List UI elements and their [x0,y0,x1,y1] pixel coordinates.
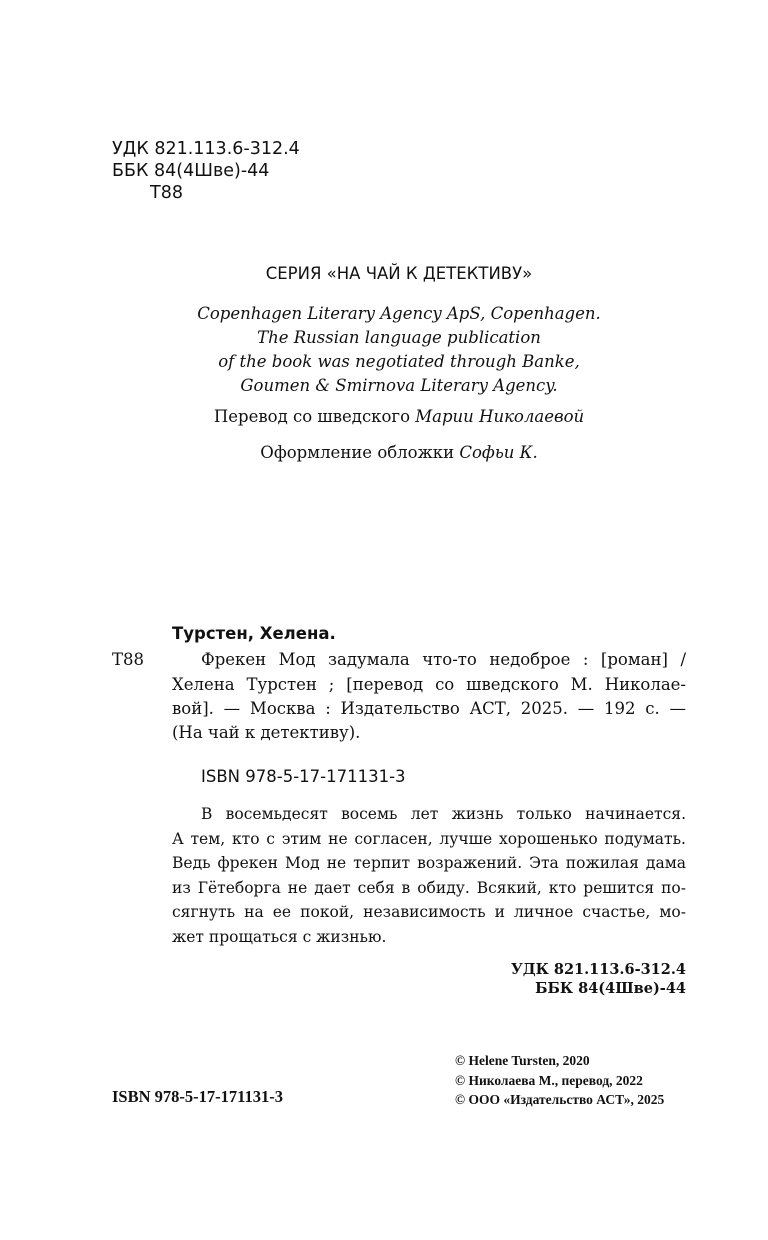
copyright-block [455,1051,664,1110]
copyright-line-1: © Helene Tursten, 2020 [455,1053,590,1068]
catalog-author-heading: Турстен, Хелена. [172,624,336,643]
agency-line-2: The Russian language publication [257,328,541,347]
catalog-mark: Т88 [112,650,145,669]
top-udk-code: УДК 821.113.6-312.4 [112,139,300,159]
cover-design-label: Оформление обложки [260,443,455,462]
top-bbk-code: ББК 84(4Шве)-44 [112,161,270,181]
catalog-isbn: ISBN 978-5-17-171131-3 [201,767,406,786]
agency-line-4: Goumen & Smirnova Literary Agency. [240,376,558,395]
cover-design-credit [0,441,768,465]
translation-label: Перевод со шведского [213,407,411,426]
series-title: СЕРИЯ «НА ЧАЙ К ДЕТЕКТИВУ» [265,264,533,283]
catalog-entry-line-3: вой]. — Москва : Издательство АСТ, 2025. — 192 с. — [172,699,686,718]
classification-bbk: ББК 84(4Шве)-44 [535,980,686,997]
classification-block [511,960,686,998]
top-author-mark: Т88 [150,183,183,203]
catalog-entry-line-2: Хелена Турстен ; [перевод со шведского М. Николае- [172,675,686,694]
translation-credit [0,405,768,429]
footer-isbn: ISBN 978-5-17-171131-3 [112,1087,283,1106]
translator-name: Марии Николаевой [415,407,585,426]
agency-line-3: of the book was negotiated through Banke, [218,352,580,371]
annotation-line-5: сягнуть на ее покой, независимость и личное счастье, мо- [172,903,686,921]
annotation-line-3: Ведь фрекен Мод не терпит возражений. Эта пожилая дама [172,854,686,872]
catalog-entry-line-4: (На чай к детективу). [172,723,361,742]
catalog-entry-line-1: Фрекен Мод задумала что-то недоброе : [роман] / [201,650,686,669]
annotation-line-1: В восемьдесят восемь лет жизнь только начинается. [201,805,686,823]
copyright-line-3: © ООО «Издательство АСТ», 2025 [455,1092,665,1107]
annotation-line-2: А тем, кто с этим не согласен, лучше хорошенько подумать. [172,830,686,848]
annotation-line-4: из Гётеборга не дает себя в обиду. Всякий, кто решится по- [172,879,686,897]
copyright-line-2: © Николаева М., перевод, 2022 [455,1072,643,1088]
agency-line-1: Copenhagen Literary Agency ApS, Copenhagen. [197,304,601,323]
annotation-line-6: жет прощаться с жизнью. [172,928,387,946]
classification-udk: УДК 821.113.6-312.4 [510,961,686,978]
cover-designer-name: Софьи К. [459,443,538,462]
